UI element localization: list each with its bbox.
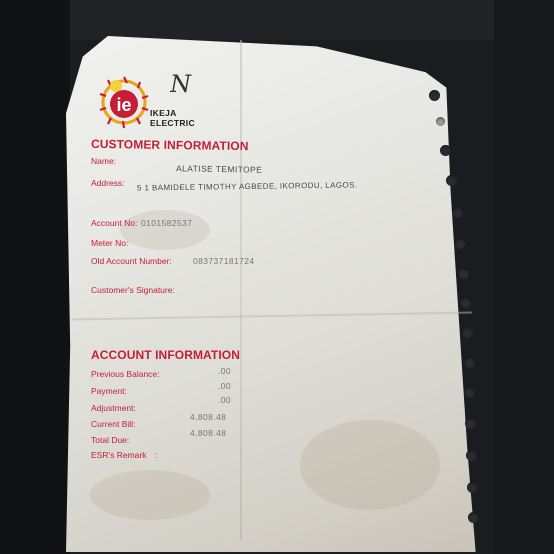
old-account-label: Old Account Number: (91, 256, 172, 266)
total-due-value: 4,808.48 (190, 428, 227, 438)
perforation-hole (458, 268, 469, 279)
perforation-hole (446, 175, 457, 186)
current-bill-value: 4,808.48 (190, 412, 227, 422)
payment-label: Payment: (91, 386, 127, 396)
meter-no-label: Meter No: (91, 238, 129, 248)
perforation-hole (429, 90, 440, 101)
esr-remark-label: ESR's Remark (91, 450, 147, 460)
brand-name (150, 108, 195, 128)
perforation-hole (460, 297, 471, 308)
perforation-hole (467, 482, 478, 493)
previous-balance-label: Previous Balance: (91, 369, 160, 379)
old-account-value: 083737181724 (193, 256, 255, 266)
perforation-hole (455, 238, 466, 249)
perforation-hole (452, 207, 463, 218)
perforation-hole (464, 357, 475, 368)
address-value: 5 1 BAMIDELE TIMOTHY AGBEDE, IKORODU, LAGOS. (136, 180, 358, 193)
adjustment-label: Adjustment: (91, 403, 136, 413)
signature-label: Customer's Signature: (91, 285, 175, 295)
paper-crease (240, 40, 242, 540)
logo-mark-text: ie (116, 95, 132, 115)
background-left (0, 0, 70, 554)
payment-value: .00 (218, 381, 232, 391)
account-no-label: Account No: (91, 218, 138, 228)
name-value: ALATISE TEMITOPE (175, 163, 263, 175)
paper-stain (300, 420, 440, 510)
paper-stain (90, 470, 210, 520)
adjustment-value: .00 (218, 395, 232, 405)
perforation-hole (464, 387, 475, 398)
background-right (494, 0, 554, 554)
perforation-hole (466, 450, 477, 461)
perforation-hole (462, 327, 473, 338)
perforation-hole (465, 418, 476, 429)
perforation-hole (436, 117, 445, 126)
brand-line-1: IKEJA (150, 108, 177, 118)
ikeja-electric-logo-icon (96, 74, 152, 130)
esr-remark-value: : (155, 450, 158, 460)
handwritten-mark: N (167, 70, 194, 98)
account-information-heading: ACCOUNT INFORMATION (91, 348, 240, 362)
previous-balance-value: .00 (218, 366, 232, 376)
perforation-hole (440, 145, 451, 156)
brand-line-2: ELECTRIC (150, 118, 195, 128)
customer-information-heading: CUSTOMER INFORMATION (90, 136, 249, 154)
name-label: Name: (91, 156, 117, 166)
address-label: Address: (91, 178, 125, 188)
background-top (0, 0, 554, 40)
account-no-value: 0101582537 (141, 218, 193, 228)
current-bill-label: Current Bill: (91, 419, 136, 429)
total-due-label: Total Due: (91, 435, 130, 445)
paper-stain (120, 210, 210, 250)
perforation-hole (468, 512, 479, 523)
